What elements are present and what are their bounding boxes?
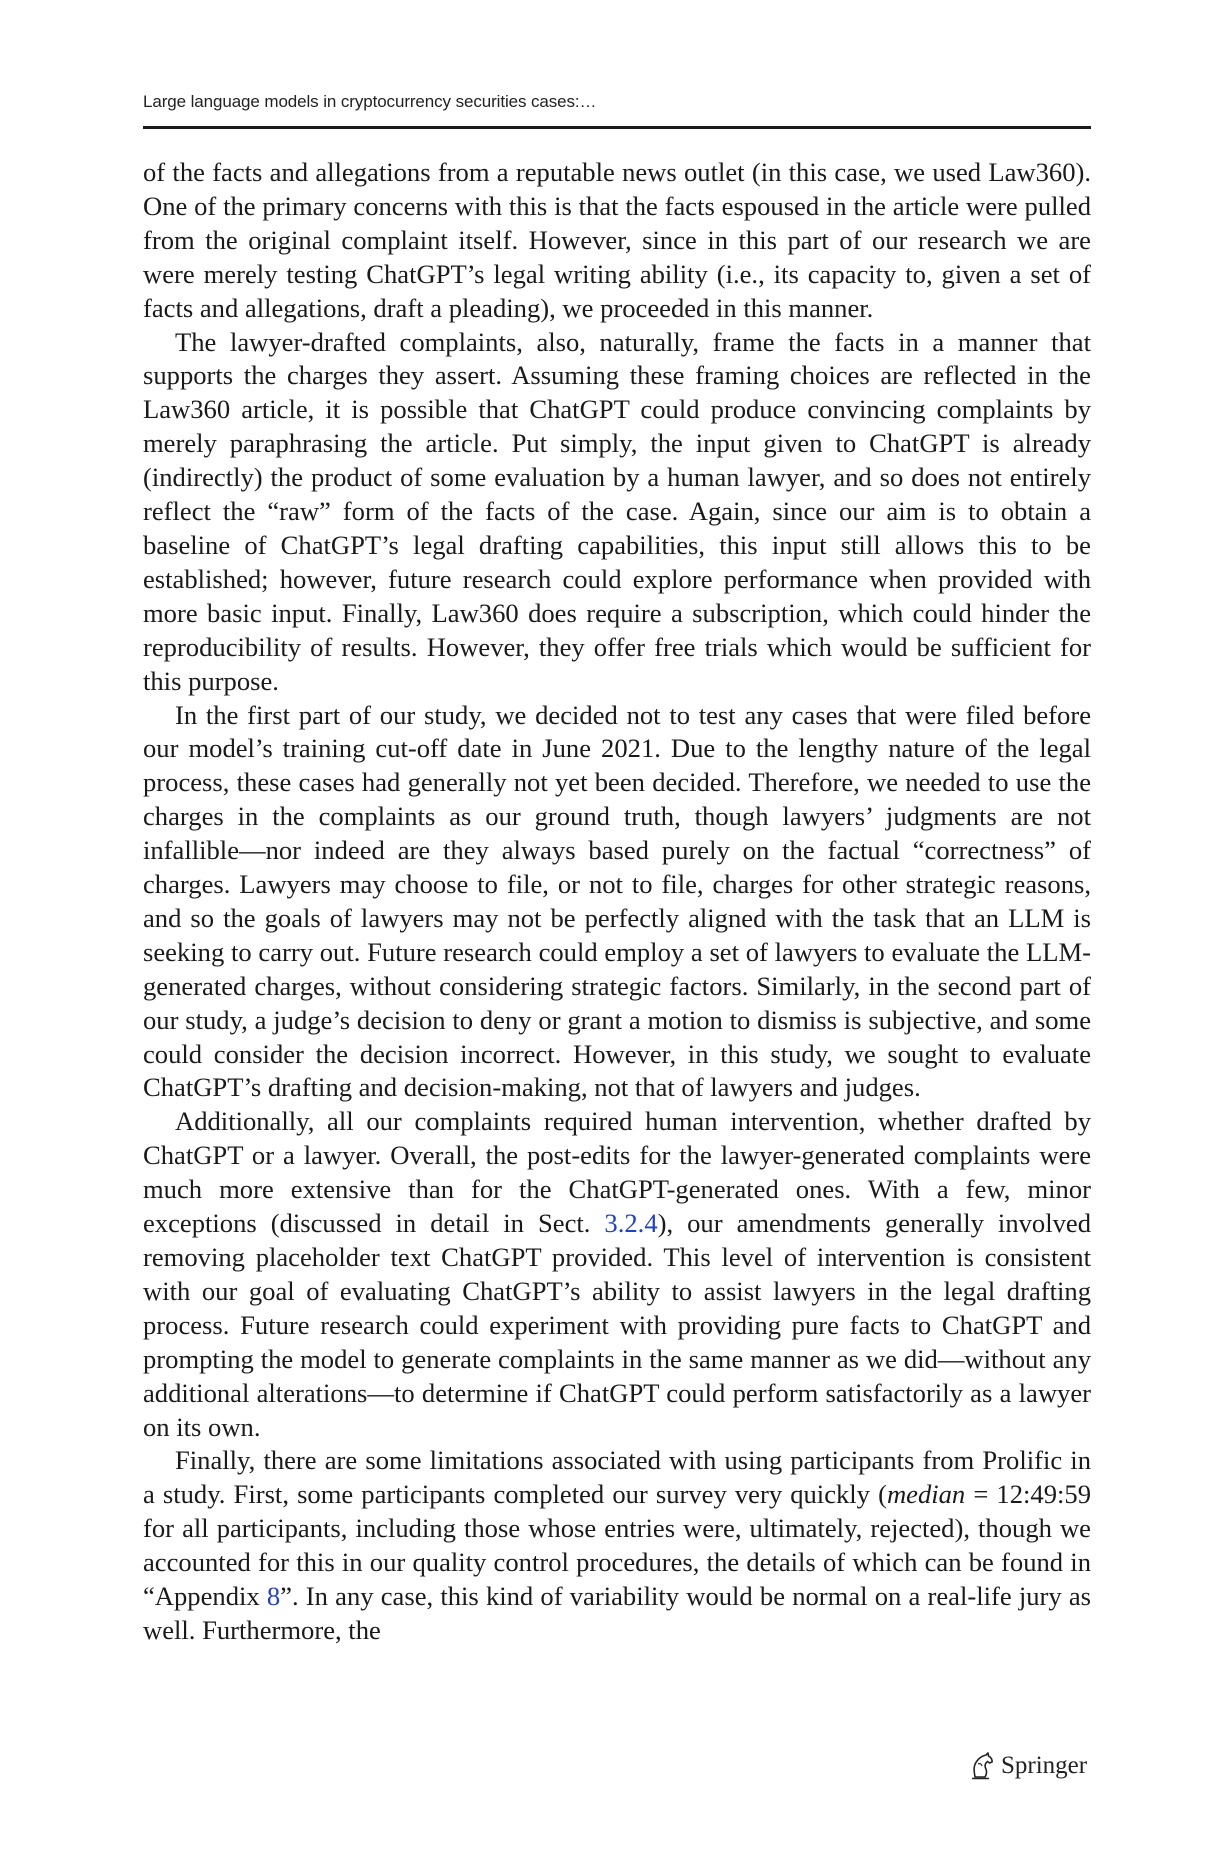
paragraph-3: In the first part of our study, we decided not to test any cases that were filed before our model’s training cut-off date in June 2021. Due to the lengthy nature of the legal process, these cases had generally not yet been decided. Therefore, we needed to use the charges in the complaints as our ground truth, though lawyers’ judgments are not infallible—nor indeed are they always based purely on the factual “correctness” of charges. Lawyers may choose to file, or not to file, charges for other strategic reasons, and so the goals of lawyers may not be perfectly aligned with the task that an LLM is seeking to carry out. Future research could employ a set of lawyers to evaluate the LLM-generated charges, without considering strategic factors. Similarly, in the second part of our study, a judge’s decision to deny or grant a motion to dismiss is subjective, and some could consider the decision incorrect. However, in this study, we sought to evaluate ChatGPT’s drafting and decision-making, not that of lawyers and judges. bbox=[143, 699, 1091, 1103]
publisher-name: Springer bbox=[1001, 1752, 1088, 1779]
publisher-logo bbox=[969, 1752, 1087, 1780]
paragraph-4-text-a: Additionally, all our complaints required human intervention, whether drafted by ChatGPT or a lawyer. Overall, the post-edits for the lawyer-generated complaints were much more extensive than for the ChatGPT-generated ones. With a few, minor exceptions (discussed in detail in Sect. bbox=[143, 1106, 1091, 1239]
running-head: Large language models in cryptocurrency securities cases:… bbox=[143, 92, 597, 111]
paragraph-5-text-a: Finally, there are some limitations associated with using participants from Prolific in a study. First, some participants completed our survey very quickly ( bbox=[143, 1445, 1091, 1510]
springer-horse-icon bbox=[969, 1752, 995, 1780]
median-term: median bbox=[886, 1479, 966, 1510]
paragraph-5-text-b: = 12:49:59 for all participants, including those whose entries were, ultimately, rejected), though we accounted for this in our quality control procedures, the details of which can be found in “Appendix bbox=[143, 1479, 1091, 1612]
main-text bbox=[143, 156, 1091, 1648]
paragraph-2: The lawyer-drafted complaints, also, naturally, frame the facts in a manner that supports the charges they assert. Assuming these framing choices are reflected in the Law360 article, it is possible that ChatGPT could produce convincing complaints by merely paraphrasing the article. Put simply, the input given to ChatGPT is already (indirectly) the product of some evaluation by a human lawyer, and so does not entirely reflect the “raw” form of the facts of the case. Again, since our aim is to obtain a baseline of ChatGPT’s legal drafting capabilities, this input still allows this to be established; however, future research could explore performance when provided with more basic input. Finally, Law360 does require a subscription, which could hinder the reproducibility of results. However, they offer free trials which would be sufficient for this purpose. bbox=[143, 326, 1091, 696]
paragraph-5-text-c: ”. In any case, this kind of variability would be normal on a real-life jury as well. Furthermore, the bbox=[143, 1581, 1091, 1645]
paragraph-1: of the facts and allegations from a reputable news outlet (in this case, we used Law360). One of the primary concerns with this is that the facts espoused in the article were pulled from the original complaint itself. However, since in this part of our research we are were merely testing ChatGPT’s legal writing ability (i.e., its capacity to, given a set of facts and allegations, draft a pleading), we proceeded in this manner. bbox=[143, 157, 1091, 323]
appendix-link[interactable]: 8 bbox=[266, 1581, 281, 1612]
section-link[interactable]: 3.2.4 bbox=[604, 1208, 658, 1239]
paragraph-5 bbox=[143, 1444, 1091, 1647]
paragraph-4-text-b: ), our amendments generally involved removing placeholder text ChatGPT provided. This level of intervention is consistent with our goal of evaluating ChatGPT’s ability to assist lawyers in the legal drafting process. Future research could experiment with providing pure facts to ChatGPT and prompting the model to generate complaints in the same manner as we did—without any additional alterations—to determine if ChatGPT could perform satisfactorily as a lawyer on its own. bbox=[143, 1208, 1091, 1442]
header-rule bbox=[143, 126, 1091, 129]
paragraph-4 bbox=[143, 1105, 1091, 1444]
